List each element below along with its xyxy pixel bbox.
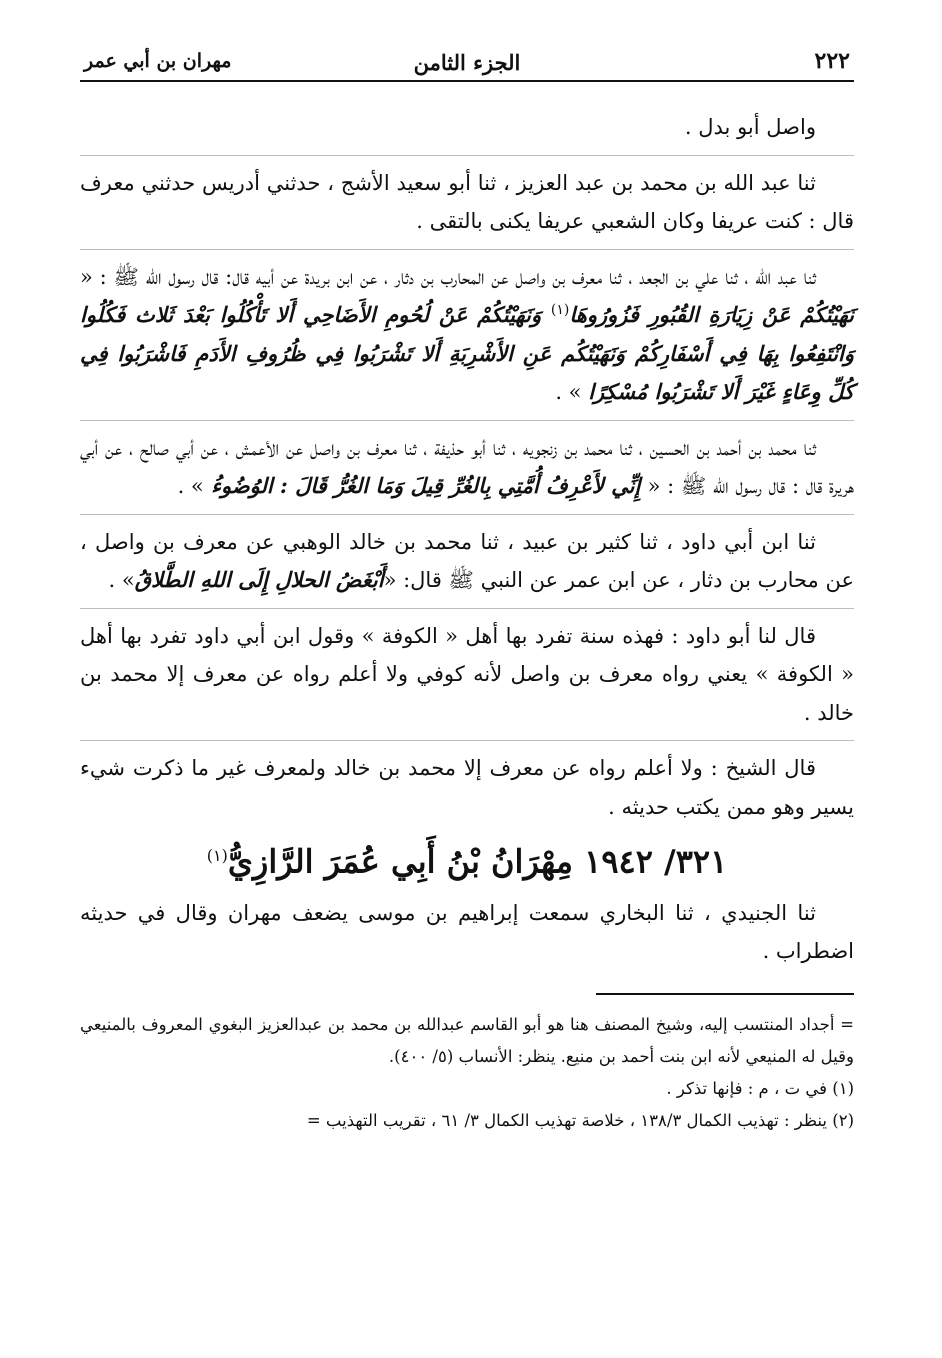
- paragraph-divider: [80, 155, 854, 156]
- entry-heading-text: ٣٢١/ ١٩٤٢ مِهْرَانُ بْنُ أَبِي عُمَرَ الرَّازِيُّ: [227, 842, 728, 881]
- footnote-2: (٢) ينظر : تهذيب الكمال ١٣٨/٣ ، خلاصة تهذيب الكمال ٣/ ٦١ ، تقريب التهذيب =: [306, 1110, 854, 1130]
- footnote-continued: = أجداد المنتسب إليه، وشيخ المصنف هنا هو أبو القاسم عبدالله بن محمد بن عبدالعزيز البغوي المعروف بالمنيعي وقيل له المنيعي لأنه ابن بنت أحمد بن منيع. ينظر: الأنساب (٥/ ٤٠٠).: [80, 1014, 854, 1066]
- hadith-text: أَبْغَضُ الحلالِ إِلَى اللهِ الطَّلاقُ: [134, 567, 384, 592]
- hadith-text: نَهَيْتُكُمْ عَنْ زِيَارَةِ القُبُورِ فَزُورُوهَا: [569, 302, 854, 327]
- page-number: ٢٢٢: [814, 48, 850, 74]
- paragraph-3: [80, 258, 854, 412]
- paragraph-divider: [80, 420, 854, 421]
- paragraph-2: ثنا عبد الله بن محمد بن عبد العزيز ، ثنا أبو سعيد الأشج ، حدثني أدريس حدثني معرف قال : كنت عريفا وكان الشعبي عريفا يكنى بالتقى .: [80, 170, 854, 233]
- isnad-text: ثنا محمد بن أحمد بن الحسين ، ثنا محمد بن زنجويه ، ثنا أبو حذيفة ، ثنا معرف بن واصل عن الأعمش ، عن أبي صالح ، عن أبي هريرة قال : قال رسول الله ﷺ : «: [80, 435, 854, 498]
- paragraph-divider: [80, 608, 854, 609]
- running-header: [80, 40, 854, 82]
- main-text: [80, 108, 854, 971]
- footnote-separator: [596, 993, 854, 995]
- isnad-text: ثنا ابن أبي داود ، ثنا كثير بن عبيد ، ثنا محمد بن خالد الوهبي عن معرف بن واصل ، عن محارب بن دثار ، عن ابن عمر عن النبي ﷺ قال: «: [80, 529, 854, 592]
- paragraph-divider: [80, 249, 854, 250]
- part-title: الجزء الثامن: [413, 50, 521, 75]
- paragraph-divider: [80, 514, 854, 515]
- book-page: [80, 40, 854, 1338]
- entry-heading: [80, 834, 854, 884]
- paragraph-5: [80, 523, 854, 600]
- footnote-ref: (١): [550, 302, 570, 318]
- paragraph-7: قال الشيخ : ولا أعلم رواه عن معرف إلا محمد بن خالد ولمعرف غير ما ذكرت شيء يسير وهو ممن يكتب حديثه .: [80, 756, 854, 819]
- hadith-text-cont: وَنَهَيْتُكُمْ عَنْ لُحُومِ الأَضَاحِي أَلا تَأْكُلُوا بَعْدَ ثَلاث فَكُلُوا وَانْتَفِعُوا بِهَا فِي أَسْفَارِكُمْ وَنَهَيْتُكُم عَنِ الأَشْرِبَةِ أَلا تَشْرَبُوا فِي ظُرُوفِ الأَدَمِ فَاشْرَبُوا فِي كُلِّ وِعَاءٍ غَيْرَ أَلا تَشْرَبُوا مُسْكِرًا: [80, 302, 854, 404]
- footnotes: [80, 1009, 854, 1137]
- quote-close: » .: [177, 474, 204, 498]
- paragraph-4: [80, 429, 854, 506]
- running-entry-name: مهران بن أبي عمر: [84, 50, 232, 72]
- quote-close: » .: [108, 568, 135, 592]
- paragraph-divider: [80, 740, 854, 741]
- paragraph-8: ثنا الجنيدي ، ثنا البخاري سمعت إبراهيم بن موسى يضعف مهران وقال في حديثه اضطراب .: [80, 900, 854, 964]
- footnote-1: (١) في ت ، م : فإنها تذكر .: [666, 1078, 854, 1098]
- isnad-text: ثنا عبد الله ، ثنا علي بن الجعد ، ثنا معرف بن واصل عن المحارب بن دثار ، عن ابن بريدة عن أبيه قال: قال رسول الله ﷺ : «: [80, 264, 816, 289]
- paragraph-1: واصل أبو بدل .: [684, 115, 816, 139]
- quote-close: » .: [555, 380, 589, 404]
- paragraph-6: قال لنا أبو داود : فهذه سنة تفرد بها أهل « الكوفة » وقول ابن أبي داود تفرد بها أهل « الكوفة » يعني رواه معرف بن واصل لأنه كوفي ولا أعلم رواه عن معرف إلا محمد بن خالد .: [80, 623, 854, 725]
- footnote-ref: (١): [206, 846, 228, 865]
- hadith-text: إِنِّي لأَعْرِفُ أُمَّتِي بِالغُرِّ قِيلَ وَمَا الغُرُّ قَالَ : الوُضُوءُ: [203, 473, 648, 498]
